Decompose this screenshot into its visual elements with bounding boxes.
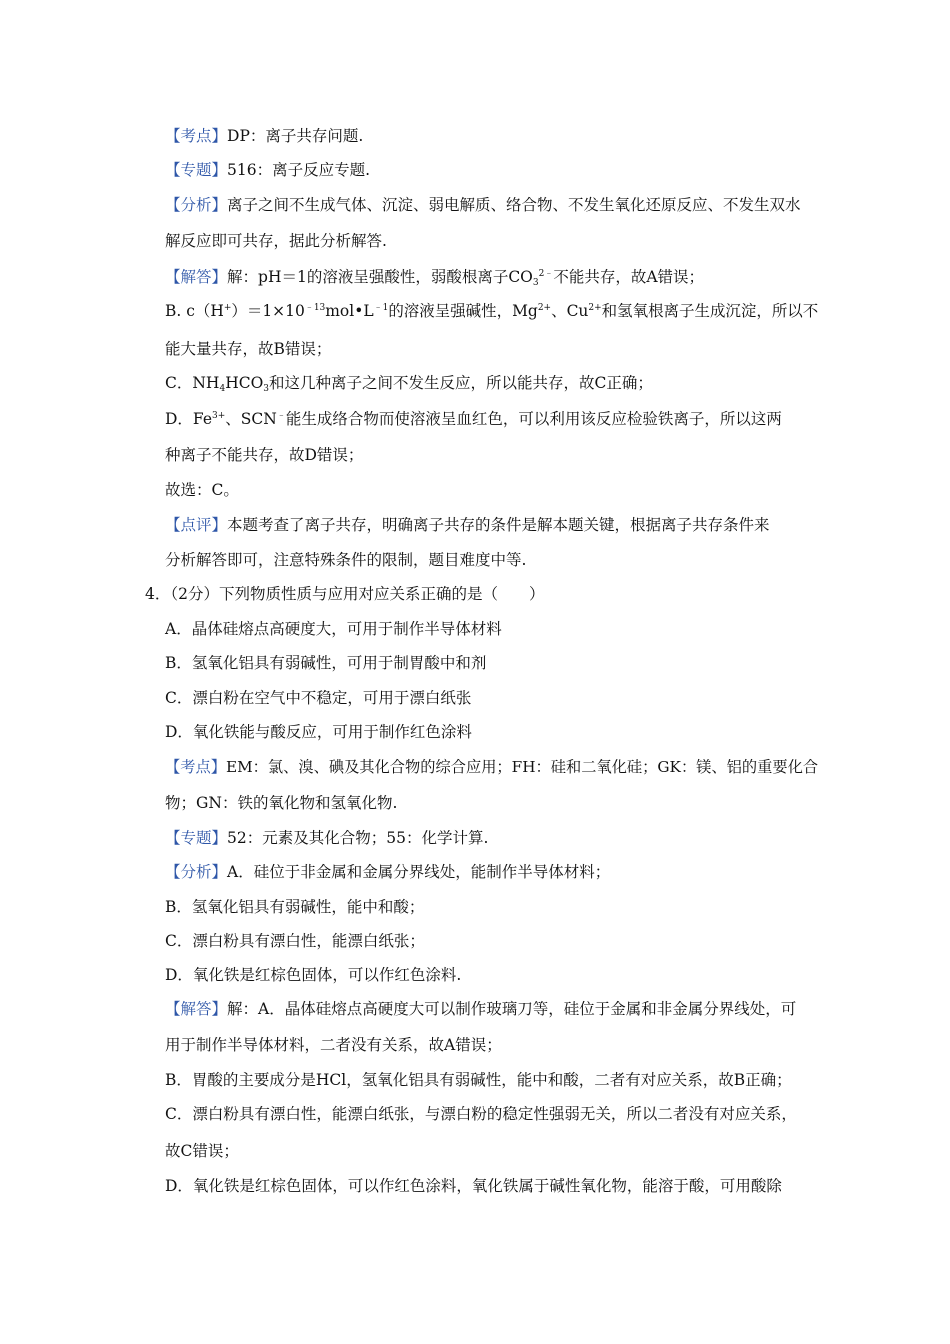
q4-zhuanti [165,827,488,849]
text: 的溶液呈强碱性，Mg [388,302,538,320]
q4-jieda-line2: 用于制作半导体材料，二者没有关系，故A错误； [165,1036,502,1054]
section-text: 离子之间不生成气体、沉淀、弱电解质、络合物、不发生氧化还原反应、不发生双水 [227,196,801,214]
subscript: 3 [532,278,539,288]
q3-dianping-line2: 分析解答即可，注意特殊条件的限制，题目难度中等. [165,551,527,569]
q3-jieda-d [165,408,782,430]
text: 不能共存，故A错误； [553,268,705,286]
q4-jieda-line1 [165,998,796,1020]
text: 、SCN [225,410,277,428]
section-text: 解：A．晶体硅熔点高硬度大可以制作玻璃刀等，硅位于金属和非金属分界线处，可 [227,1000,797,1018]
text: ）＝1×10 [231,302,305,320]
q3-jieda-b [165,300,818,322]
section-tag: 【解答】 [165,268,228,286]
q4-jieda-line4: C．漂白粉具有漂白性，能漂白纸张，与漂白粉的稳定性强弱无关，所以二者没有对应关系， [165,1105,797,1123]
q4-kaodian-line2: 物；GN：铁的氧化物和氢氧化物. [165,794,398,812]
section-tag: 【专题】 [165,161,228,179]
section-tag: 【解答】 [165,1000,228,1018]
superscript: + [223,303,232,313]
superscript: ﹣13 [304,303,326,313]
q3-jieda-c [165,372,653,394]
q4-jieda-line6: D．氧化铁是红棕色固体，可以作红色涂料，氧化铁属于碱性氧化物，能溶于酸，可用酸除 [165,1177,782,1195]
q4-option-b: B．氢氧化铝具有弱碱性，可用于制胃酸中和剂 [165,654,487,672]
q3-jieda-b-line2: 能大量共存，故B错误； [165,340,332,358]
q4-fenxi-line3: C．漂白粉具有漂白性，能漂白纸张； [165,932,425,950]
q4-fenxi-line1 [165,861,610,883]
superscript: 3+ [212,411,226,421]
superscript: ﹣ [276,411,286,421]
superscript: 2+ [588,303,602,313]
section-text: 516：离子反应专题. [227,161,371,179]
q4-option-c: C．漂白粉在空气中不稳定，可用于漂白纸张 [165,689,472,707]
q3-choice: 故选：C。 [165,481,239,499]
text: 和氢氧根离子生成沉淀，所以不 [601,302,819,320]
section-tag: 【点评】 [165,516,228,534]
section-tag: 【分析】 [165,863,228,881]
section-text: 52：元素及其化合物；55：化学计算. [227,829,489,847]
q4-fenxi-line4: D．氧化铁是红棕色固体，可以作红色涂料. [165,966,462,984]
section-text: DP：离子共存问题. [227,127,364,145]
q4-jieda-line5: 故C错误； [165,1142,239,1160]
q4-stem: 4．（2分）下列物质性质与应用对应关系正确的是（ ） [145,585,545,603]
superscript: 2﹣ [538,269,554,279]
q3-fenxi-line1 [165,194,801,216]
text: C．NH [165,374,220,392]
text: 、Cu [551,302,589,320]
section-tag: 【专题】 [165,829,228,847]
q3-kaodian [165,125,363,147]
superscript: 2+ [537,303,552,313]
section-text: EM：氯、溴、碘及其化合物的综合应用；FH：硅和二氧化硅；GK：镁、铝的重要化合 [225,758,819,776]
q3-fenxi-line2: 解反应即可共存，据此分析解答. [165,232,387,250]
text: 能生成络合物而使溶液呈血红色，可以利用该反应检验铁离子，所以这两 [285,410,782,428]
subscript: 4 [219,384,226,394]
q3-zhuanti [165,159,370,181]
superscript: ﹣1 [373,303,389,313]
section-tag: 【考点】 [165,127,228,145]
q4-jieda-line3: B．胃酸的主要成分是HCl，氢氧化铝具有弱碱性，能中和酸，二者有对应关系，故B正确； [165,1071,792,1089]
q4-option-a: A．晶体硅熔点高硬度大，可用于制作半导体材料 [165,620,502,638]
section-tag: 【考点】 [165,758,226,776]
subscript: 3 [263,384,270,394]
q4-option-d: D．氧化铁能与酸反应，可用于制作红色涂料 [165,723,472,741]
text: 解：pH＝1的溶液呈强酸性，弱酸根离子CO [227,268,533,286]
text: mol•L [325,302,374,320]
q4-kaodian-line1 [165,756,818,778]
text: B. c（H [165,302,224,320]
q4-fenxi-line2: B．氢氧化铝具有弱碱性，能中和酸； [165,898,425,916]
section-text: 本题考查了离子共存，明确离子共存的条件是解本题关键，根据离子共存条件来 [227,516,770,534]
text: 和这几种离子之间不发生反应，所以能共存，故C正确； [269,374,653,392]
q3-jieda-d-line2: 种离子不能共存，故D错误； [165,446,364,464]
section-tag: 【分析】 [165,196,228,214]
text: D．Fe [165,410,213,428]
q3-dianping-line1 [165,514,770,536]
text: HCO [225,374,264,392]
q3-jieda-a [165,266,704,288]
section-text: A．硅位于非金属和金属分界线处，能制作半导体材料； [227,863,611,881]
